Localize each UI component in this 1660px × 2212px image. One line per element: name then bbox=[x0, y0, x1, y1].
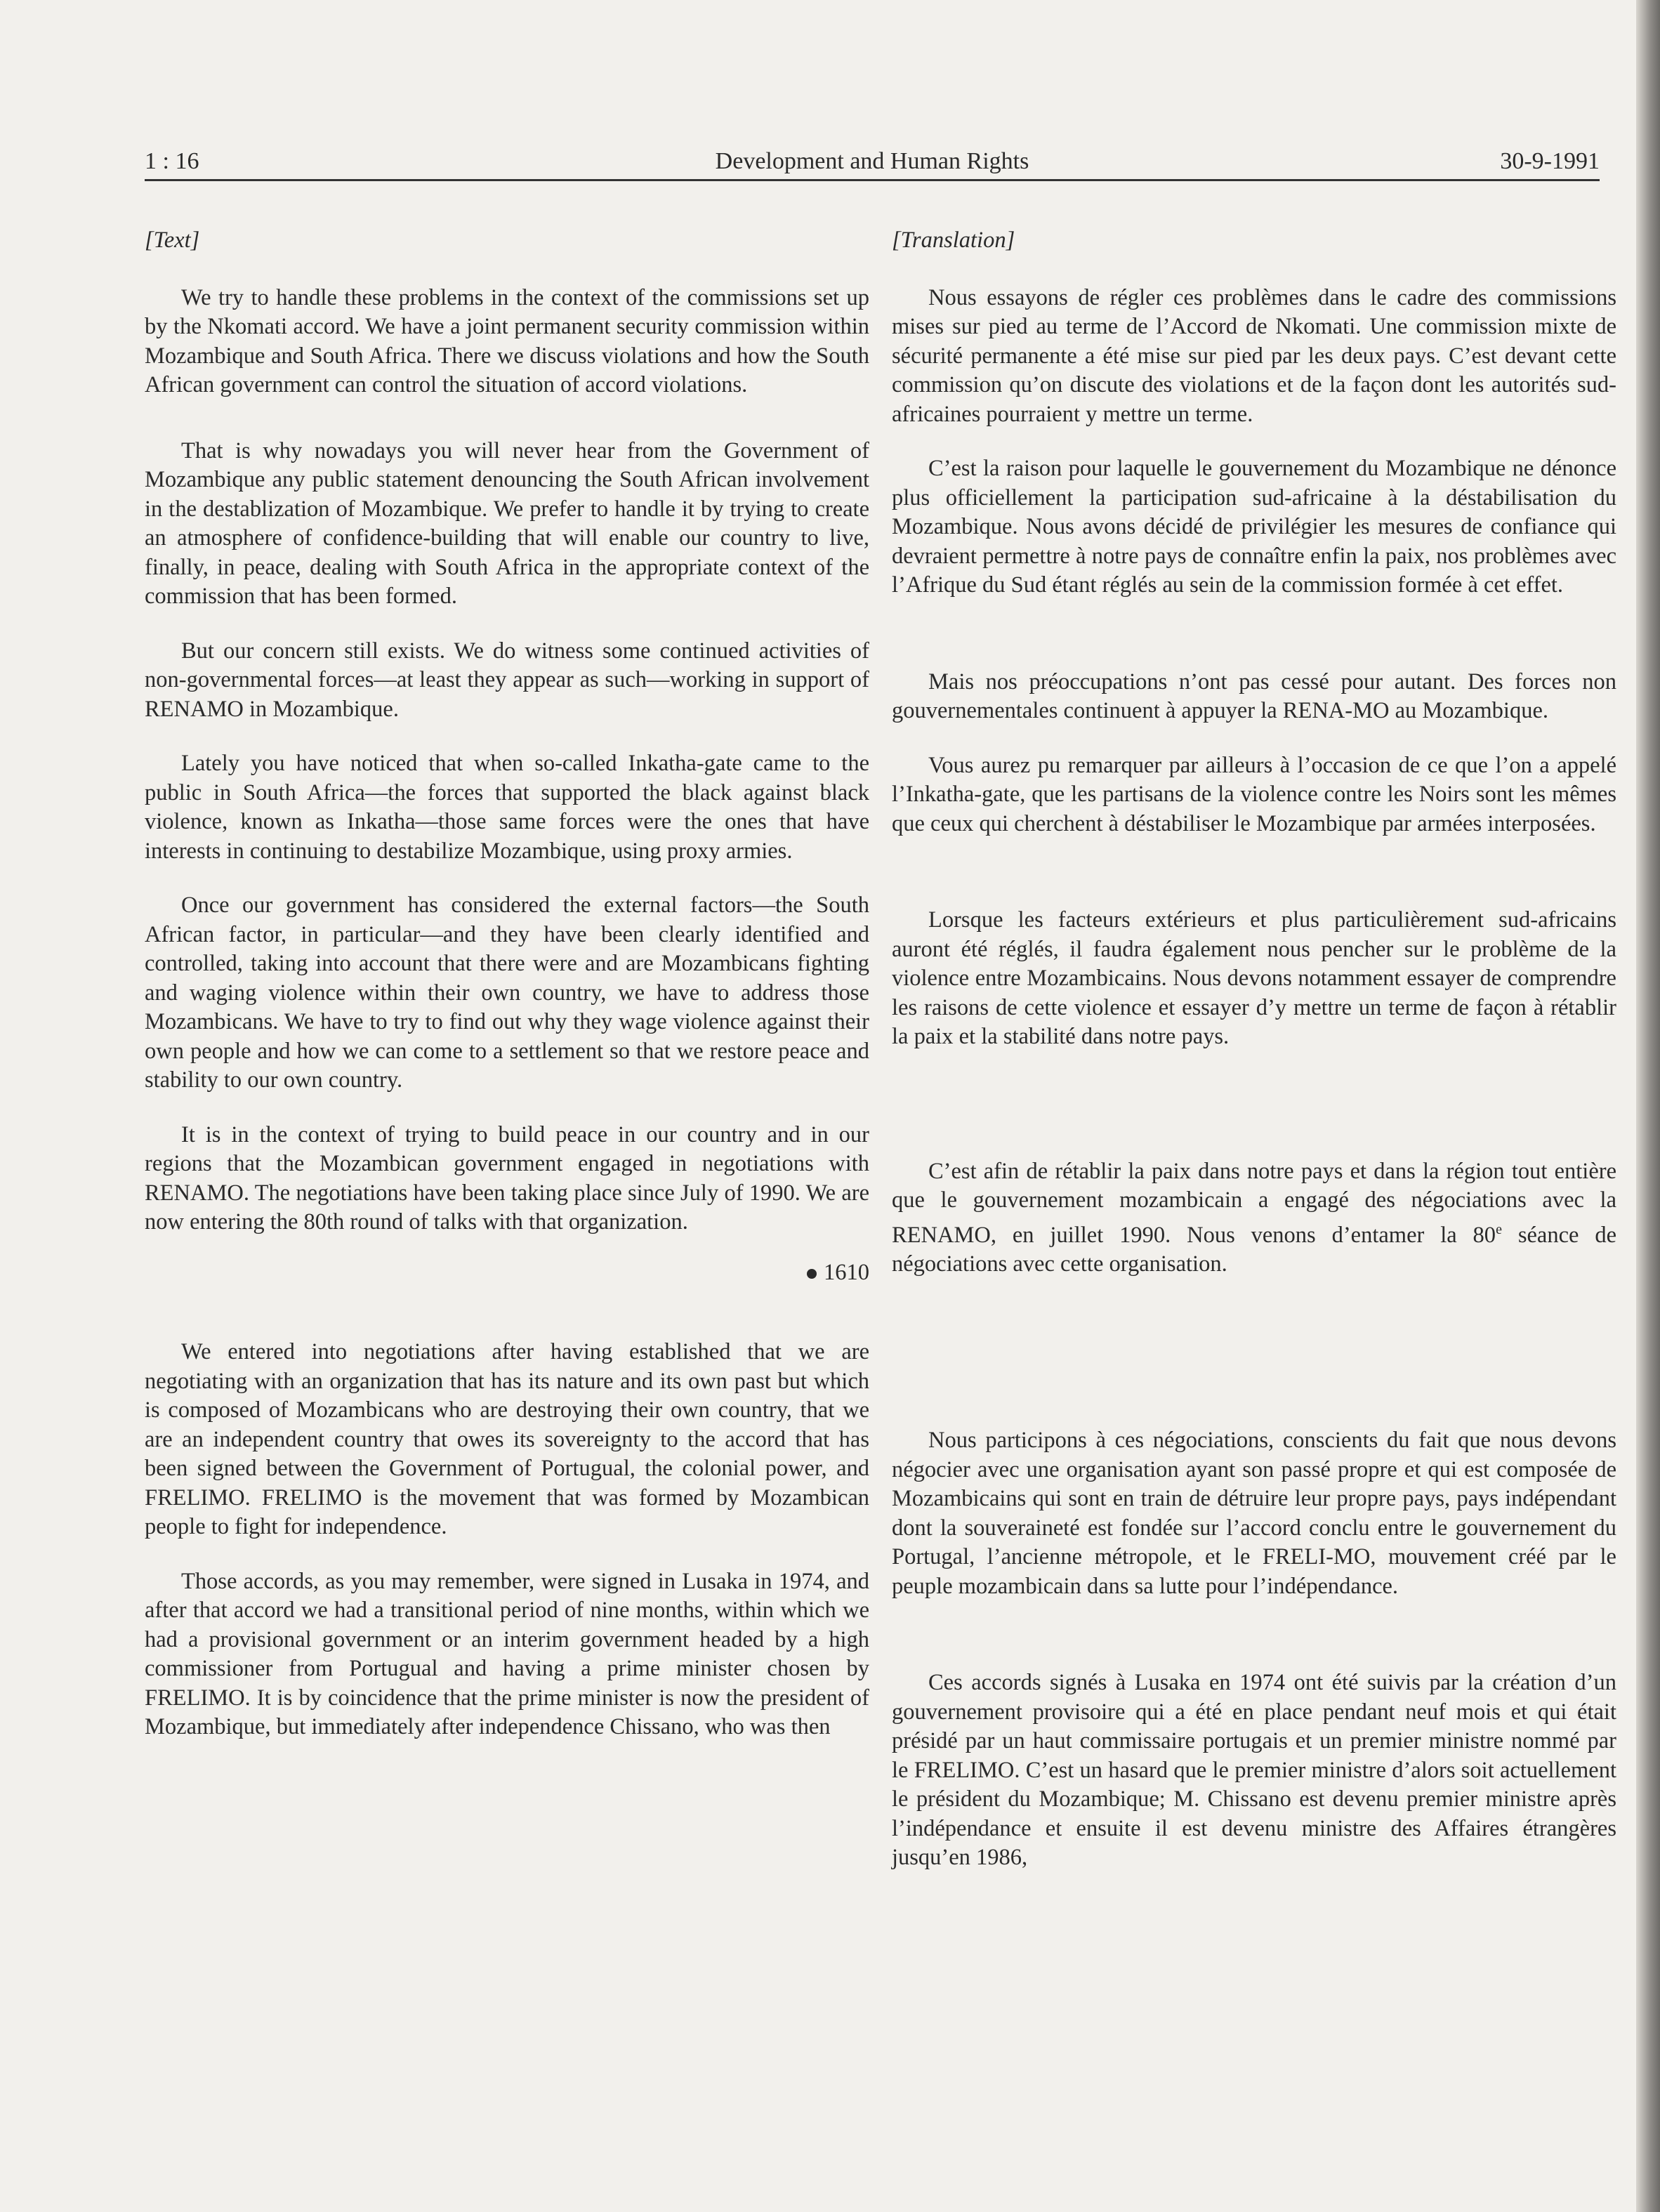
header-date: 30-9-1991 bbox=[1500, 148, 1600, 174]
paragraph: We entered into negotiations after having established that we are negotiating with an organization that has its nature and its own past but which is composed of Mozambicans who are destroying their own country, that we are an independent country that owes its sovereignty to the accord that has been signed between the Government of Portugual, the colonial power, and FRELIMO. FRELIMO is the movement that was formed by Mozambican people to fight for independence. bbox=[145, 1339, 869, 1539]
text-label: [Text] bbox=[145, 228, 200, 253]
time-marker bbox=[145, 1258, 869, 1288]
translation-label: [Translation] bbox=[892, 228, 1015, 253]
bullet-icon bbox=[807, 1269, 817, 1279]
english-column bbox=[145, 226, 869, 1742]
paragraph: But our concern still exists. We do witness some continued activities of non-governmental forces—at least they appear as such—working in support of RENAMO in Mozambique. bbox=[145, 638, 869, 722]
running-header bbox=[145, 144, 1600, 181]
paragraph: Vous aurez pu remarquer par ailleurs à l’occasion de ce que l’on a appelé l’Inkatha-gate, que les partisans de la violence contre les Noirs sont les mêmes que ceux qui cherchent à déstabiliser le Mozambique par armées interposées. bbox=[892, 752, 1616, 836]
paragraph: We try to handle these problems in the context of the commissions set up by the Nkomati accord. We have a joint permanent security commission within Mozambique and South Africa. There we discuss violations and how the South African government can control the situation of accord violations. bbox=[145, 284, 869, 397]
paragraph: C’est la raison pour laquelle le gouvernement du Mozambique ne dénonce plus officiellement la participation sud-africaine à la déstabilisation du Mozambique. Nous avons décidé de privilégier les mesures de confiance qui devraient permettre à notre pays de connaître enfin la paix, nos problèmes avec l’Afrique du Sud étant réglés au sein de la commission formée à cet effet. bbox=[892, 456, 1616, 598]
paragraph: Nous participons à ces négociations, conscients du fait que nous devons négocier avec une organisation ayant son passé propre et qui est composée de Mozambicains qui sont en train de détruire leur propre pays, pays indépendant dont la souveraineté est fondée sur l’accord conclu entre le gouvernement du Portugal, l’ancienne métropole, et le FRELI-MO, mouvement créé par le peuple mozambicain dans sa lutte pour l’indépendance. bbox=[892, 1428, 1616, 1599]
page-number: 1 : 16 bbox=[145, 148, 199, 174]
paragraph: Nous essayons de régler ces problèmes dans le cadre des commissions mises sur pied au terme de l’Accord de Nkomati. Une commission mixte de sécurité permanente a été mise sur pied par les deux pays. C’est devant cette commission qu’on discute des violations et de la façon dont les autorités sud-africaines pourraient y mettre un terme. bbox=[892, 284, 1616, 427]
paragraph-text: séance de négociations avec cette organisation. bbox=[892, 1222, 1616, 1277]
paragraph: That is why nowadays you will never hear from the Government of Mozambique any public statement denouncing the South African involvement in the destablization of Mozambique. We prefer to handle it by trying to create an atmosphere of confidence-building that will enable our country to live, finally, in peace, dealing with South Africa in the appropriate context of the commission that has been formed. bbox=[145, 437, 869, 609]
paragraph bbox=[892, 1157, 1616, 1279]
running-title: Development and Human Rights bbox=[715, 148, 1029, 174]
page-edge-shadow bbox=[1636, 0, 1660, 2212]
french-column bbox=[892, 226, 1616, 1873]
paragraph: It is in the context of trying to build peace in our country and in our regions that the Mozambican government engaged in negotiations with RENAMO. The negotiations have been taking place since July of 1990. We are now entering the 80th round of talks with that organization. bbox=[145, 1121, 869, 1235]
paragraph-text: C’est afin de rétablir la paix dans notre pays et dans la région tout entière que le gouvernement mozambicain a engagé des négociations avec la RENAMO, en juillet 1990. Nous venons d’entamer la 80 bbox=[892, 1158, 1616, 1248]
paragraph: Lorsque les facteurs extérieurs et plus particulièrement sud-africains auront été réglés, il faudra également nous pencher sur le problème de la violence entre Mozambicains. Nous devons notamment essayer de comprendre les raisons de cette violence et essayer d’y mettre un terme de façon à rétablir la paix et la stabilité dans notre pays. bbox=[892, 907, 1616, 1049]
superscript: e bbox=[1496, 1221, 1502, 1237]
time-marker-label: 1610 bbox=[824, 1259, 869, 1285]
paragraph: Mais nos préoccupations n’ont pas cessé pour autant. Des forces non gouvernementales continuent à appuyer la RENA-MO au Mozambique. bbox=[892, 669, 1616, 723]
paragraph: Ces accords signés à Lusaka en 1974 ont été suivis par la création d’un gouvernement provisoire qui a été en place pendant neuf mois et qui était présidé par un haut commissaire portugais et un premier ministre nommé par le FRELIMO. C’est un hasard que le premier ministre d’alors soit actuellement le président du Mozambique; M. Chissano est devenu premier ministre après l’indépendance et ensuite il est devenu ministre des Affaires étrangères jusqu’en 1986, bbox=[892, 1670, 1616, 1871]
paragraph: Those accords, as you may remember, were signed in Lusaka in 1974, and after that accord we had a transitional period of nine months, within which we had a provisional government or an interim government headed by a high commissioner from Portugual and having a prime minister chosen by FRELIMO. It is by coincidence that the prime minister is now the president of Mozambique, but immediately after independence Chissano, who was then bbox=[145, 1568, 869, 1739]
paragraph: Once our government has considered the external factors—the South African factor, in particular—and they have been clearly identified and controlled, taking into account that there were and are Mozambicans fighting and waging violence within their own country, we have to address those Mozambicans. We have to try to find out why they wage violence against their own people and how we can come to a settlement so that we restore peace and stability to our own country. bbox=[145, 893, 869, 1093]
paragraph: Lately you have noticed that when so-called Inkatha-gate came to the public in South Africa—the forces that supported the black against black violence, known as Inkatha—those same forces were the ones that have interests in continuing to destabilize Mozambique, using proxy armies. bbox=[145, 751, 869, 864]
